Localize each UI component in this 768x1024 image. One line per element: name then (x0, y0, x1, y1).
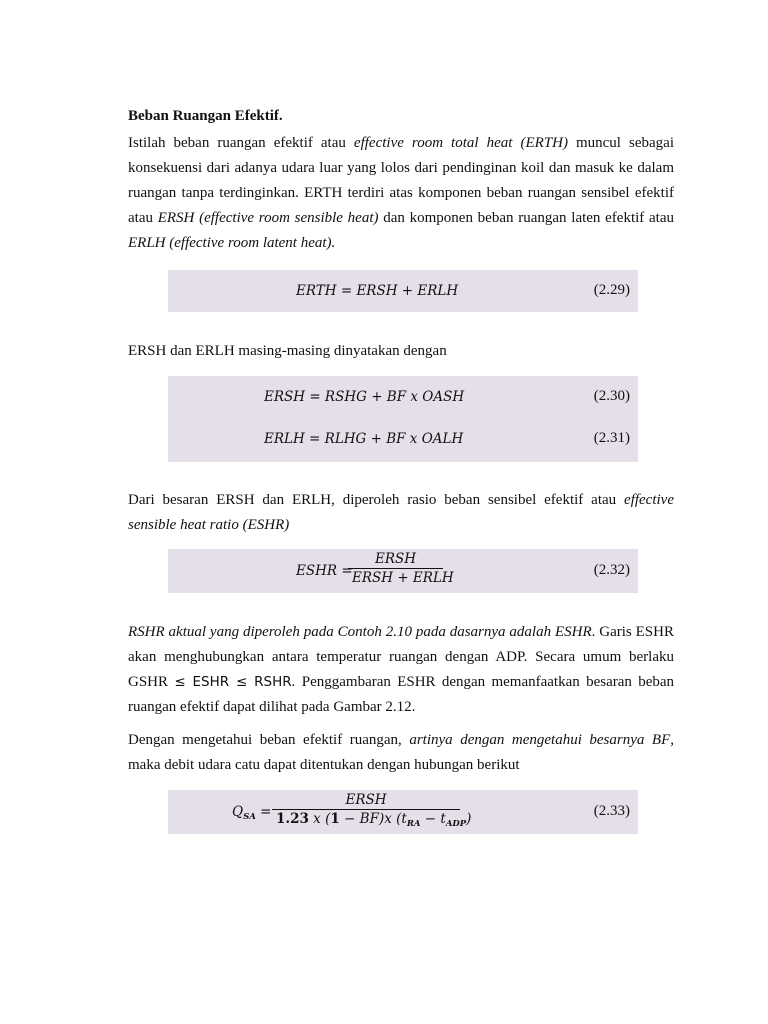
text-run: Dengan mengetahui beban efektif ruangan, (128, 732, 410, 748)
equation-2-29: ERTH = ERSH + ERLH (296, 283, 459, 299)
fraction-eshr (348, 551, 454, 586)
term-ersh: ERSH (effective room sensible heat) (157, 210, 379, 226)
paragraph-eshr (128, 488, 674, 538)
equation-number: (2.30) (593, 388, 630, 404)
equation-2-32-lhs: ESHR = (296, 563, 353, 579)
equation-box-2-32 (168, 549, 638, 593)
one-constant: 1 (330, 811, 340, 827)
paragraph-debit (128, 728, 674, 778)
relation-text: ≤ ESHR ≤ RSHR. (174, 674, 296, 690)
paragraph-rshr (128, 620, 674, 720)
paragraph-erth-intro (128, 131, 674, 256)
text-run: dan komponen beban ruangan laten efektif atau (378, 210, 675, 226)
t-ra-subscript: RA (406, 819, 421, 829)
equation-number: (2.29) (593, 282, 630, 298)
fraction-numerator: ERSH (345, 792, 387, 808)
equation-2-31: ERLH = RLHG + BF x OALH (264, 431, 464, 447)
equals-sign: = (255, 804, 272, 820)
equation-number: (2.31) (593, 430, 630, 446)
text-run: , maka debit udara catu dapat ditentukan dengan hubungan berikut (128, 732, 675, 773)
equation-2-30: ERSH = RSHG + BF x OASH (264, 389, 465, 405)
term-eshr: effective sensible heat ratio (ESHR) (128, 492, 674, 533)
italic-run: RSHR aktual yang diperoleh pada Contoh 2.10 pada dasarnya adalah ESHR (128, 624, 592, 640)
q-subscript: SA (243, 812, 256, 822)
fraction-numerator: ERSH (374, 551, 417, 567)
math-run: x ( (308, 811, 331, 827)
equation-box-2-30-2-31 (168, 376, 638, 462)
equation-box-2-33 (168, 790, 638, 834)
t-adp-subscript: ADP (445, 819, 467, 829)
italic-run: artinya dengan mengetahui besarnya BF (409, 732, 671, 748)
term-erth: effective room total heat (ERTH) (353, 135, 568, 151)
text-run: Penggambaran ESHR dengan memanfaatkan besaran beban ruangan efektif dapat dilihat pada Gambar 2.12. (128, 674, 675, 715)
fraction-denominator (272, 810, 472, 829)
text-run: muncul sebagai konsekuensi dari adanya udara luar yang lolos dari pendinginan koil dan masuk ke dalam ruangan tanpa terdinginkan. ERTH terdiri atas komponen beban ruangan sensibel efektif atau (128, 135, 674, 226)
q-symbol: Q (232, 804, 244, 820)
term-erlh: ERLH (effective room latent heat). (128, 235, 336, 251)
equation-2-33-lhs (232, 804, 271, 822)
text-run: Dari besaran ERSH dan ERLH, diperoleh rasio beban sensibel efektif atau (128, 492, 625, 508)
coefficient: 1.23 (276, 811, 309, 827)
section-heading: Beban Ruangan Efektif. (128, 108, 283, 124)
equation-number: (2.33) (593, 803, 630, 819)
math-run: ) (466, 811, 472, 827)
math-run: − BF)x (t (339, 811, 407, 827)
math-run: − t (420, 811, 446, 827)
fraction-qsa (272, 792, 472, 829)
text-run: . Garis ESHR akan menghubungkan antara temperatur ruangan dengan ADP. Secara umum berlaku GSHR (128, 624, 674, 690)
fraction-denominator: ERSH + ERLH (352, 570, 454, 586)
text-run: Istilah beban ruangan efektif atau (128, 135, 354, 151)
equation-box-2-29 (168, 270, 638, 312)
paragraph-ersh-erlh: ERSH dan ERLH masing-masing dinyatakan dengan (128, 343, 447, 359)
equation-number: (2.32) (593, 562, 630, 578)
